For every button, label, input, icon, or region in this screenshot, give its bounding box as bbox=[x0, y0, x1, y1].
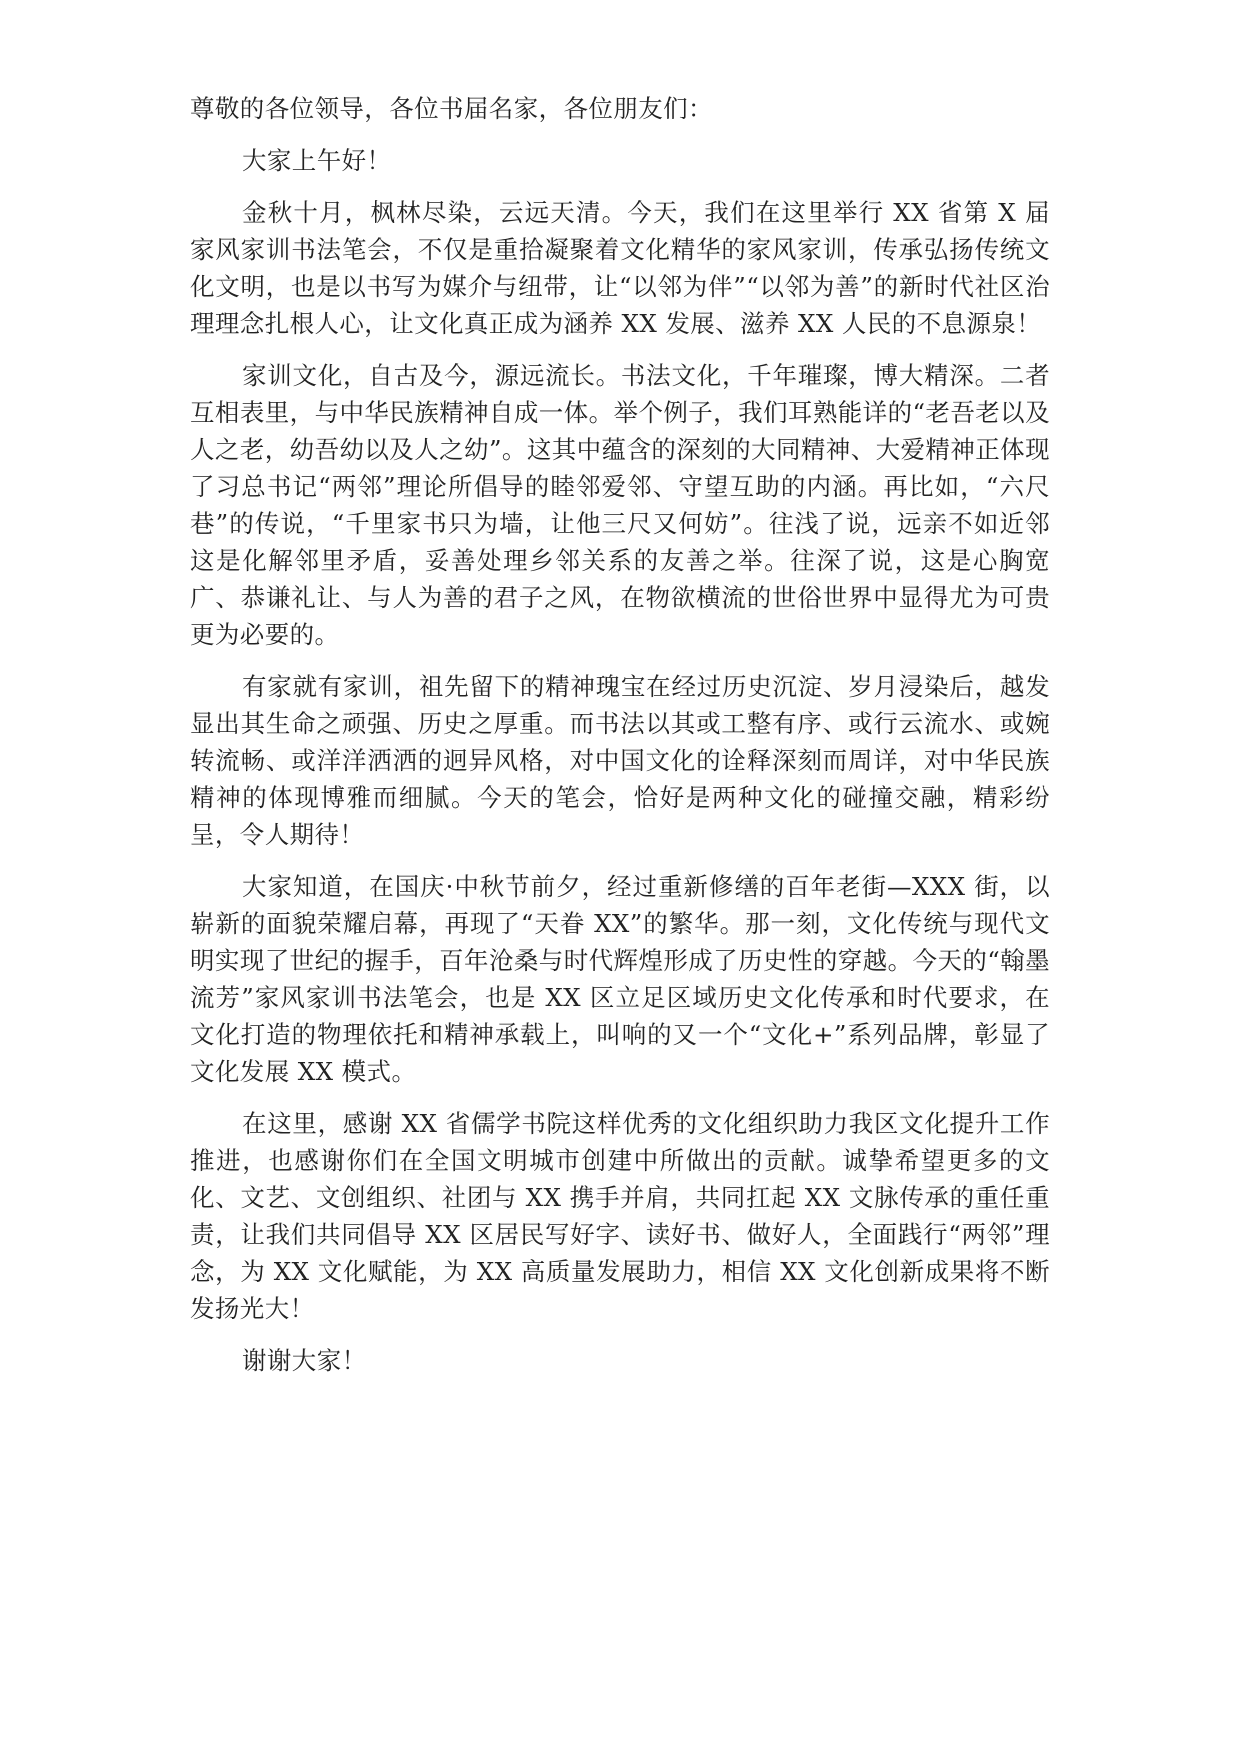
paragraph-family-culture: 家训文化，自古及今，源远流长。书法文化，千年璀璨，博大精深。二者互相表里，与中华民族精神自成一体。举个例子，我们耳熟能详的“老吾老以及人之老，幼吾幼以及人之幼”。这其中蕴含的深刻的大同精神、大爱精神正体现了习总书记“两邻”理论所倡导的睦邻爱邻、守望互助的内涵。再比如，“六尺巷”的传说，“千里家书只为墙，让他三尺又何妨”。往浅了说，远亲不如近邻这是化解邻里矛盾，妥善处理乡邻关系的友善之举。往深了说，这是心胸宽广、恭谦礼让、与人为善的君子之风，在物欲横流的世俗世界中显得尤为可贵更为必要的。 bbox=[190, 361, 1050, 649]
closing: 谢谢大家！ bbox=[242, 1346, 367, 1375]
paragraph-old-street: 大家知道，在国庆·中秋节前夕，经过重新修缮的百年老街—XXX 街，以崭新的面貌荣耀启幕，再现了“天眷 XX”的繁华。那一刻，文化传统与现代文明实现了世纪的握手，百年沧桑与时代辉煌形成了历史性的穿越。今天的“翰墨流芳”家风家训书法笔会，也是 XX 区立足区域历史文化传承和时代要求，在文化打造的物理依托和精神承载上，叫响的又一个“文化+”系列品牌，彰显了文化发展 XX 模式。 bbox=[190, 872, 1050, 1086]
speech-body bbox=[190, 90, 1050, 1394]
greeting: 大家上午好！ bbox=[242, 146, 392, 175]
paragraph-thanks: 在这里，感谢 XX 省儒学书院这样优秀的文化组织助力我区文化提升工作推进，也感谢你们在全国文明城市创建中所做出的贡献。诚挚希望更多的文化、文艺、文创组织、社团与 XX 携手并肩，共同扛起 XX 文脉传承的重任重责，让我们共同倡导 XX 区居民写好字、读好书、做好人，全面践行“两邻”理念，为 XX 文化赋能，为 XX 高质量发展助力，相信 XX 文化创新成果将不断发扬光大！ bbox=[190, 1109, 1050, 1323]
salutation: 尊敬的各位领导，各位书届名家，各位朋友们： bbox=[190, 94, 713, 123]
paragraph-opening: 金秋十月，枫林尽染，云远天清。今天，我们在这里举行 XX 省第 X 届家风家训书法笔会，不仅是重拾凝聚着文化精华的家风家训，传承弘扬传统文化文明，也是以书写为媒介与纽带，让“以邻为伴”“以邻为善”的新时代社区治理理念扎根人心，让文化真正成为涵养 XX 发展、滋养 XX 人民的不息源泉！ bbox=[190, 198, 1050, 338]
paragraph-calligraphy: 有家就有家训，祖先留下的精神瑰宝在经过历史沉淀、岁月浸染后，越发显出其生命之顽强、历史之厚重。而书法以其或工整有序、或行云流水、或婉转流畅、或洋洋洒洒的迥异风格，对中国文化的诠释深刻而周详，对中华民族精神的体现博雅而细腻。今天的笔会，恰好是两种文化的碰撞交融，精彩纷呈，令人期待！ bbox=[190, 672, 1050, 849]
